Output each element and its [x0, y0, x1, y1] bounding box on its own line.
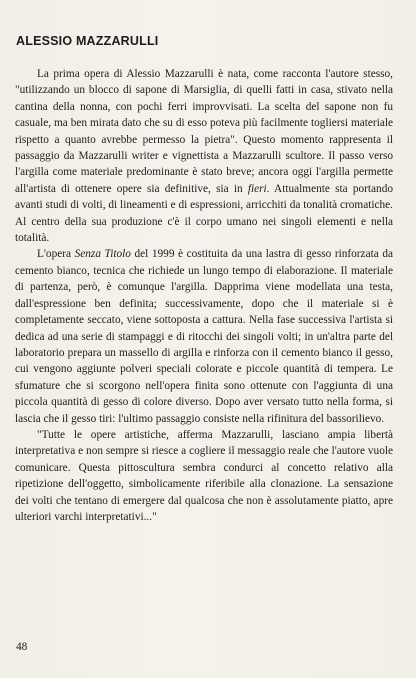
paragraph-3-text: "Tutte le opere artistiche, afferma Mazzarulli, lasciano ampia libertà interpretativa e non sempre si riesce a cogliere il messaggio reale che l'autore vuole comunicare. Questa pittoscultura sembra condurci al concetto relativo alla ripetizione dell'oggetto, simbolicamente riferibile alla clonazione. La sensazione dei volti che tentano di emergere dal qualcosa che non è assolutamente piatto, apre ulteriori varchi interpretativi..." — [15, 428, 393, 523]
paragraph-2 — [15, 246, 393, 426]
paragraph-1 — [15, 66, 393, 246]
paragraph-1-text-a: La prima opera di Alessio Mazzarulli è nata, come racconta l'autore stesso, "utilizzando un blocco di sapone di Marsiglia, di quelli fatti in casa, stivato nella cantina della nonna, con pochi ferri improvvisati. La scelta del sapone non fu casuale, ma ben mirata dato che su di esso poteva più facilmente togliersi materiale rispetto a quanto avrebbe permesso la pietra". Questo momento rappresenta il passaggio da Mazzarulli writer e vignettista a Mazzarulli scultore. Il passo verso l'argilla come materiale predominante è stato breve; ancora oggi l'argilla permette all'artista di ottenere opere sia definitive, sia in — [15, 68, 393, 195]
paragraph-2-text-a: L'opera — [37, 248, 75, 261]
body-text — [15, 66, 393, 525]
paragraph-3 — [15, 427, 393, 525]
paragraph-1-italic-fieri: fieri — [247, 182, 267, 195]
paragraph-2-italic-title: Senza Titolo — [74, 248, 131, 261]
page-number: 48 — [16, 641, 28, 653]
paragraph-2-text-b: del 1999 è costituita da una lastra di gesso rinforzata da cemento bianco, tecnica che richiede un lungo tempo di elaborazione. Il materiale di partenza, però, è comunque l'argilla. Dapprima viene modellata una testa, dall'espressione ben definita; successivamente, dopo che il materiale si è completamente seccato, viene sottoposta a cattura. Nella fase successiva l'artista si dedica ad una serie di stampaggi e di ritocchi dei singoli volti; in un'altra parte del laboratorio prepara un massello di argilla e rinforza con il cemento bianco il gesso, cui vengono aggiunte polveri speciali colorate e piccole quantità di tempera. Le sfumature che si scorgono nell'opera finita sono ottenute con l'aggiunta di una piccola quantità di gesso di colore diverso. Dopo aver versato tutto nella forma, si lascia che il gesso tiri: l'ultimo passaggio consiste nella rifinitura del bassorilievo. — [15, 248, 393, 425]
paragraph-1-text-b: . Attualmente sta portando avanti studi di volti, di lineamenti e di espressioni, arricchiti da tonalità cromatiche. Al centro della sua produzione c'è il corpo umano nei singoli elementi e nella totalità. — [15, 182, 393, 245]
section-heading: ALESSIO MAZZARULLI — [16, 34, 159, 48]
